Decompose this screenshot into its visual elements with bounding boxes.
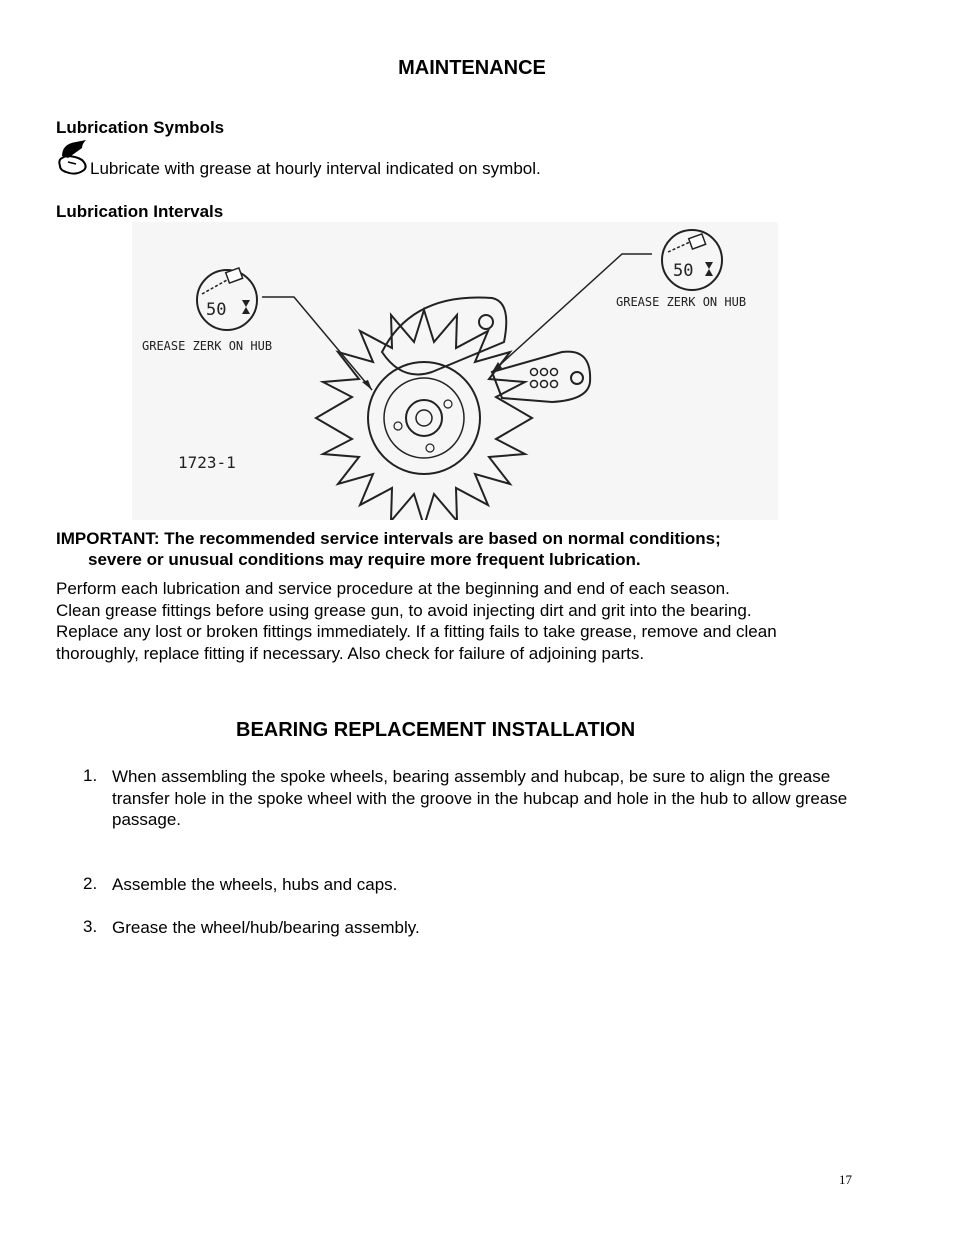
list-item-number: 2.	[83, 874, 98, 893]
list-item: Grease the wheel/hub/bearing assembly.	[112, 918, 420, 937]
paragraph-line: thoroughly, replace fitting if necessary. Also check for failure of adjoining parts.	[56, 643, 645, 663]
paragraph-line: Perform each lubrication and service procedure at the beginning and end of each season.	[56, 579, 730, 598]
list-item: Assemble the wheels, hubs and caps.	[112, 875, 398, 894]
paragraph-line: Replace any lost or broken fittings immediately. If a fitting fails to take grease, remove and clean	[56, 622, 777, 641]
lubrication-symbols-heading: Lubrication Symbols	[56, 118, 225, 137]
left-interval-label: 50	[206, 300, 227, 320]
lubrication-intervals-heading: Lubrication Intervals	[56, 202, 224, 221]
right-interval-label: 50	[673, 261, 694, 281]
paragraph-line: Clean grease fittings before using grease gun, to avoid injecting dirt and grit into the bearing.	[56, 600, 752, 620]
important-line-1: IMPORTANT: The recommended service intervals are based on normal conditions;	[56, 529, 721, 548]
list-item-number: 1.	[83, 766, 98, 785]
page-number: 17	[839, 1172, 852, 1187]
left-grease-label: GREASE ZERK ON HUB	[142, 339, 273, 353]
page-title: MAINTENANCE	[398, 57, 546, 79]
grease-gun-icon	[56, 136, 92, 176]
list-item-number: 3.	[83, 917, 98, 936]
lubrication-symbols-text: Lubricate with grease at hourly interval indicated on symbol.	[90, 159, 541, 178]
maintenance-paragraph	[56, 578, 936, 664]
lubrication-diagram	[132, 222, 778, 520]
part-number: 1723-1	[178, 453, 236, 472]
right-grease-label: GREASE ZERK ON HUB	[616, 295, 747, 309]
list-item: When assembling the spoke wheels, bearing assembly and hubcap, be sure to align the grease transfer hole in the spoke wheel with the groove in the hubcap and hole in the hub to allow grease passage.	[112, 767, 848, 829]
section-title: BEARING REPLACEMENT INSTALLATION	[236, 719, 636, 741]
important-line-2: severe or unusual conditions may require more frequent lubrication.	[88, 550, 641, 569]
